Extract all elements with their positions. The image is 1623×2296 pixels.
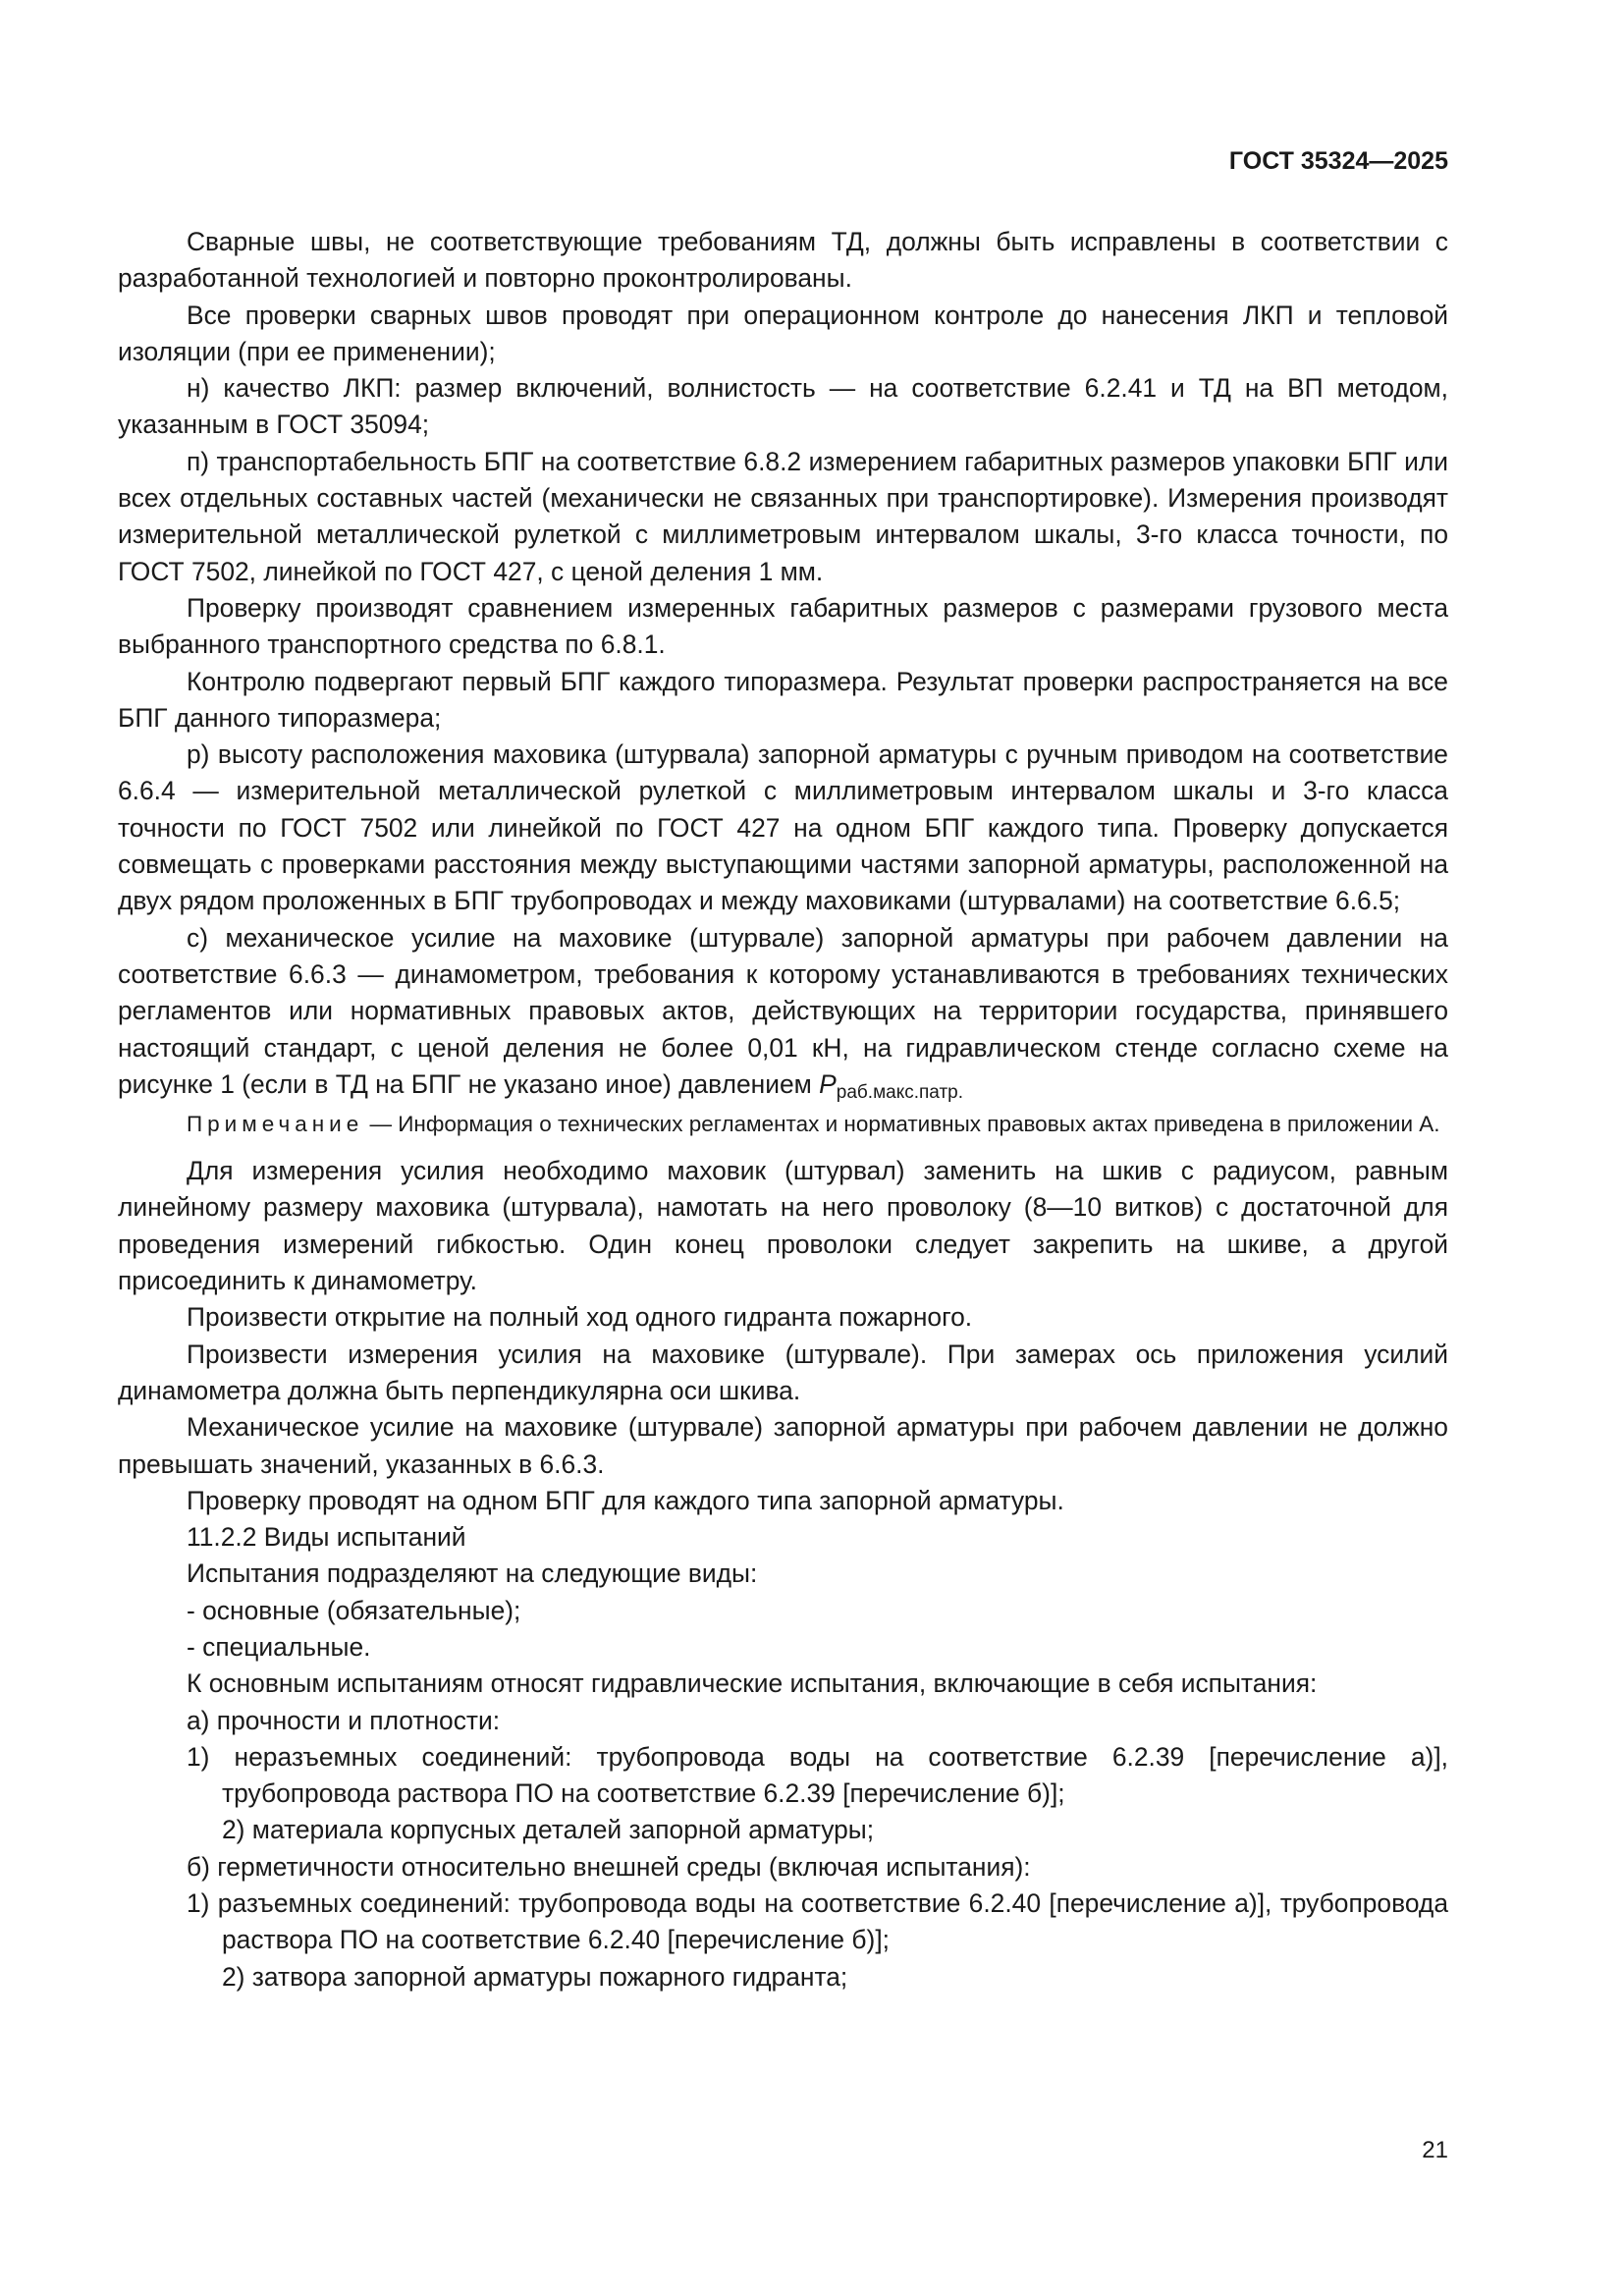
pressure-symbol: P (819, 1068, 837, 1099)
note-text: — Информация о технических регламентах и нормативных правовых актах приведена в приложении А. (363, 1112, 1440, 1137)
paragraph: Для измерения усилия необходимо маховик (штурвал) заменить на шкив с радиусом, равным линейному размеру маховика (штурвала), намотать на него проволоку (8—10 витков) с достаточной для проведения измерений гибкостью. Один конец проволоки следует закрепить на шкиве, а другой присоединить к динамометру. (118, 1156, 1448, 1296)
note-label: Примечание (187, 1112, 364, 1137)
paragraph: Контролю подвергают первый БПГ каждого типоразмера. Результат проверки распространяется на все БПГ данного типоразмера; (118, 666, 1448, 733)
sub-list-item: 2) материала корпусных деталей запорной арматуры; (222, 1815, 875, 1845)
paragraph: Проверку производят сравнением измеренных габаритных размеров с размерами грузового места выбранного транспортного средства по 6.8.1. (118, 592, 1448, 660)
body-text (118, 224, 1448, 1995)
sub-list-item: 1) неразъемных соединений: трубопровода воды на соответствие 6.2.39 [перечисление а)], трубопровода раствора ПО на соответствие 6.2.39 [перечисление б)]; (187, 1741, 1448, 1809)
paragraph: К основным испытаниям относят гидравлические испытания, включающие в себя испытания: (187, 1668, 1318, 1699)
paragraph: Все проверки сварных швов проводят при операционном контроле до нанесения ЛКП и тепловой изоляции (при ее применении); (118, 300, 1448, 366)
paragraph: Проверку проводят на одном БПГ для каждого типа запорной арматуры. (187, 1485, 1064, 1515)
list-item-p: п) транспортабельность БПГ на соответствие 6.8.2 измерением габаритных размеров упаковки БПГ или всех отдельных составных частей (механически не связанных при транспортировке). Измерения производят измерительной металлической рулеткой с миллиметровым интервалом шкалы, 3-го класса точности, по ГОСТ 7502, линейкой по ГОСТ 427, с ценой деления 1 мм. (118, 446, 1448, 586)
section-heading: 11.2.2 Виды испытаний (187, 1522, 466, 1553)
paragraph: Произвести открытие на полный ход одного гидранта пожарного. (187, 1302, 973, 1333)
sub-list-item: 1) разъемных соединений: трубопровода воды на соответствие 6.2.40 [перечисление а)], трубопровода раствора ПО на соответствие 6.2.40 [перечисление б)]; (187, 1888, 1448, 1955)
paragraph: Испытания подразделяют на следующие виды: (187, 1558, 758, 1589)
list-item-s-text: с) механическое усилие на маховике (штурвале) запорной арматуры при рабочем давлении на соответствие 6.6.3 — динамометром, требования к которому устанавливаются в требованиях технических регламентов или нормативных правовых актов, действующих на территории государства, принявшего настоящий стандарт, с ценой деления не более 0,01 кН, на гидравлическом стенде согласно схеме на рисунке 1 (если в ТД на БПГ не указано иное) давлением (118, 922, 1448, 1099)
list-item-s (118, 920, 1448, 1103)
paragraph: Произвести измерения усилия на маховике (штурвале). При замерах ось приложения усилий динамометра должна быть перпендикулярна оси шкива. (118, 1339, 1448, 1405)
list-item-a: а) прочности и плотности: (187, 1705, 501, 1735)
page-number: 21 (1422, 2137, 1448, 2163)
paragraph: Механическое усилие на маховике (штурвале) запорной арматуры при рабочем давлении не должно превышать значений, указанных в 6.6.3. (118, 1412, 1448, 1479)
sub-list-item: 2) затвора запорной арматуры пожарного гидранта; (222, 1961, 848, 1992)
list-item-n: н) качество ЛКП: размер включений, волнистость — на соответствие 6.2.41 и ТД на ВП методом, указанным в ГОСТ 35094; (118, 373, 1448, 440)
note (118, 1109, 1448, 1139)
list-item-b: б) герметичности относительно внешней среды (включая испытания): (187, 1851, 1031, 1882)
list-item-r: р) высоту расположения маховика (штурвала) запорной арматуры с ручным приводом на соответствие 6.6.4 — измерительной металлической рулеткой с миллиметровым интервалом шкалы и 3-го класса точности по ГОСТ 7502 или линейкой по ГОСТ 427 на одном БПГ каждого типа. Проверку допускается совмещать с проверками расстояния между выступающими частями запорной арматуры, расположенной на двух рядом проложенных в БПГ трубопроводах и между маховиками (штурвалами) на соответствие 6.6.5; (118, 739, 1448, 916)
paragraph: Сварные швы, не соответствующие требованиям ТД, должны быть исправлены в соответствии с разработанной технологией и повторно проконтролированы. (118, 227, 1448, 294)
list-item: - специальные. (187, 1631, 371, 1662)
pressure-subscript: раб.макс.патр. (836, 1081, 963, 1103)
standard-header: ГОСТ 35324—2025 (1228, 147, 1448, 175)
list-item: - основные (обязательные); (187, 1595, 521, 1625)
